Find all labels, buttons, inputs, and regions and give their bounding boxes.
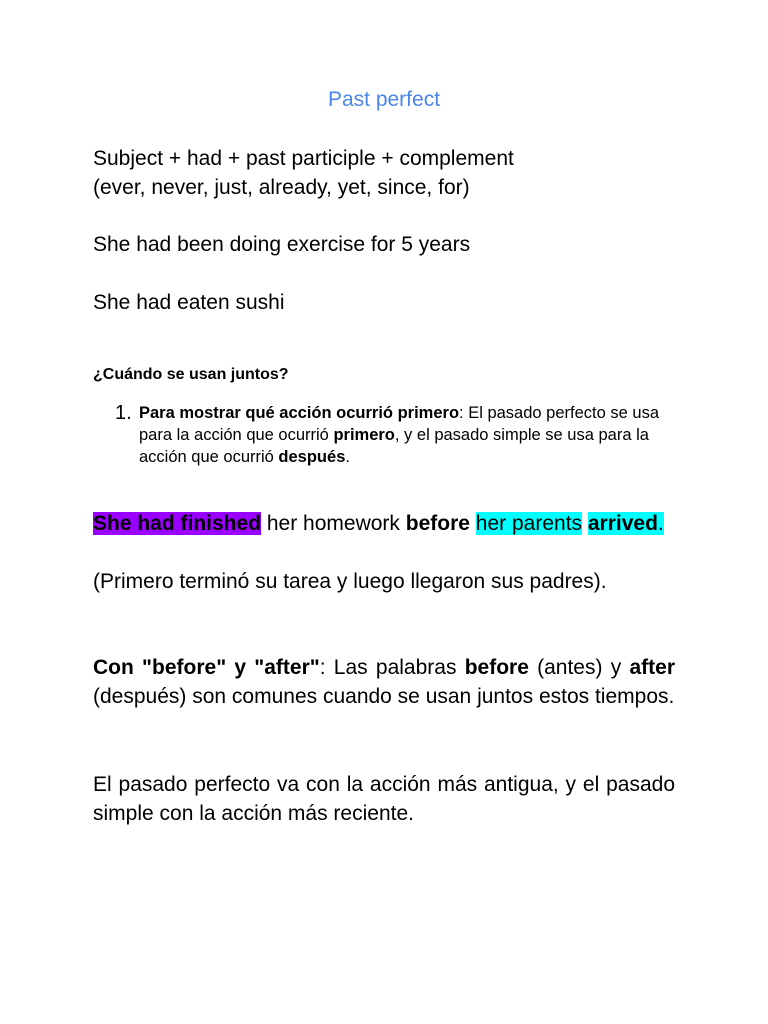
formula-text: Subject + had + past participle + complement	[93, 147, 514, 170]
sentence-part-2: her homework	[261, 512, 406, 535]
highlight-she-had-finished: She had finished	[93, 512, 262, 535]
list-item	[139, 402, 675, 468]
sentence-before: before	[405, 512, 470, 535]
before-after-lead: Con "before" y "after"	[93, 656, 320, 679]
word-after: after	[629, 656, 675, 679]
page-title: Past perfect	[327, 88, 441, 111]
list-item-text-a: : El pasado perfecto se usa para la acción que ocurrió	[139, 404, 659, 444]
list-number: 1.	[115, 402, 132, 424]
translation-text: (Primero terminó su tarea y luego llegaron sus padres).	[93, 570, 607, 593]
list-item-bold-2: después	[278, 448, 346, 466]
conclusion-paragraph: El pasado perfecto va con la acción más antigua, y el pasado simple con la acción más reciente.	[93, 773, 675, 825]
word-before: before	[464, 656, 529, 679]
example-sentence-2: She had eaten sushi	[93, 291, 285, 314]
list-item-bold-1: primero	[333, 426, 395, 444]
before-after-paragraph: Con "before" y "after": Las palabras before (antes) y after (después) son comunes cuando se usan juntos estos tiempos.	[93, 656, 675, 708]
section-question: ¿Cuándo se usan juntos?	[93, 366, 289, 383]
list-item-text-b: , y el pasado simple se usa para la acción que ocurrió	[139, 426, 649, 466]
highlight-her-parents: her parents	[475, 512, 583, 535]
list-item-lead: Para mostrar qué acción ocurrió primero	[139, 404, 460, 422]
example-sentence-1: She had been doing exercise for 5 years	[93, 233, 471, 256]
highlight-arrived: arrived.	[587, 512, 664, 535]
adverbs-text: (ever, never, just, already, yet, since, for)	[93, 176, 470, 199]
highlighted-example	[93, 509, 675, 538]
list-item-text-c: .	[345, 448, 350, 466]
